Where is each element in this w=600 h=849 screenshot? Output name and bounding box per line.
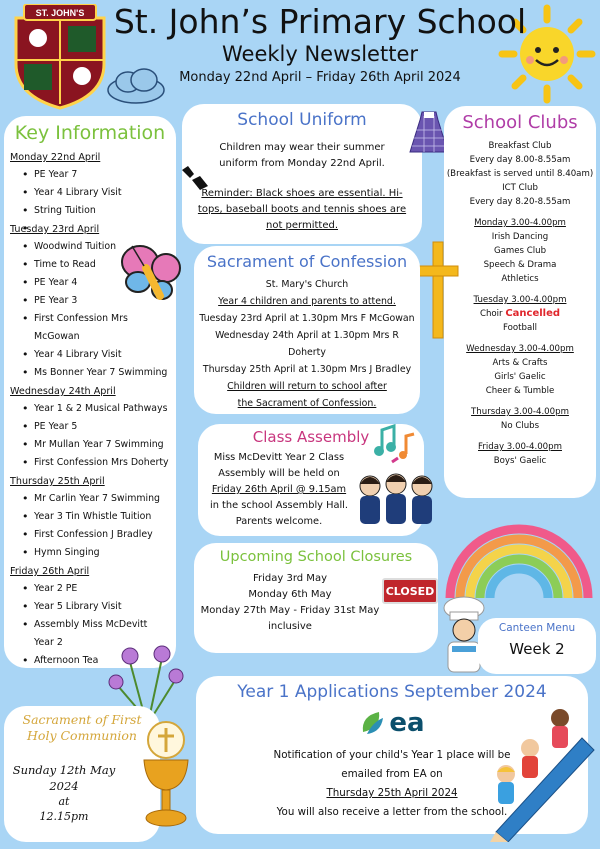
- cross-icon: [416, 240, 460, 340]
- class-assembly-title: Class Assembly: [252, 428, 370, 446]
- list-item: Cheer & Tumble: [485, 386, 555, 396]
- list-item: Girls' Gaelic: [494, 372, 546, 382]
- butterfly-icon: [116, 238, 186, 308]
- school-closures-title: Upcoming School Closures: [219, 549, 413, 565]
- list-item: • PE Year 5: [22, 418, 170, 436]
- list-item: • First Confession Mrs McGowan: [22, 310, 170, 346]
- list-item: • PE Year 4: [22, 274, 170, 292]
- key-day-monday: [10, 152, 170, 220]
- confession-note: Year 4 children and parents to attend.: [218, 296, 396, 307]
- school-clubs-card: [444, 106, 596, 498]
- list-item: • First Confession Mrs Doherty: [22, 454, 170, 472]
- list-item: No Clubs: [500, 421, 540, 431]
- communion-at: at: [58, 795, 70, 808]
- list-item: • Time to Read: [22, 256, 170, 274]
- list-item: • Year 4 Library Visit: [22, 346, 170, 364]
- newsletter-subtitle: Weekly Newsletter: [222, 42, 418, 66]
- list-item: Athletics: [501, 274, 539, 284]
- children-singing-icon: [356, 470, 436, 526]
- list-item: • Afternoon Tea: [22, 652, 170, 670]
- list-item: • Assembly Miss McDevitt Year 2: [22, 616, 170, 652]
- communion-time: 12.15pm: [39, 810, 89, 823]
- communion-title: Sacrament of First Holy Communion: [22, 712, 142, 743]
- canteen-menu-label: Canteen Menu: [498, 622, 576, 634]
- list-item: ICT Club: [502, 183, 538, 193]
- clubs-monday-heading: Monday 3.00-4.00pm: [474, 218, 566, 228]
- confession-session: Tuesday 23rd April at 1.30pm Mrs F McGowan: [199, 313, 415, 324]
- list-item: • Ms Bonner Year 7 Swimming: [22, 364, 170, 382]
- list-item: • Woodwind Tuition: [22, 238, 170, 256]
- day-heading: Tuesday 23rd April: [10, 224, 100, 235]
- day-heading: Wednesday 24th April: [10, 386, 116, 397]
- canteen-menu-card: [478, 618, 596, 674]
- list-item: Football: [502, 323, 538, 333]
- uniform-summer-text: Children may wear their summer uniform from Monday 22nd April.: [219, 142, 385, 169]
- list-item: • String Tuition: [22, 202, 170, 220]
- chalice-host-icon: [132, 718, 198, 836]
- list-item: • Year 1 & 2 Musical Pathways: [22, 400, 170, 418]
- music-notes-icon: [372, 420, 418, 466]
- ea-logo-text: ea: [389, 708, 425, 738]
- year1-applications-title: Year 1 Applications September 2024: [237, 682, 547, 702]
- list-item: • PE Year 3: [22, 292, 170, 310]
- crest-text: ST. JOHN'S: [35, 8, 85, 18]
- year1-notification-text: Notification of your child's Year 1 place will be emailed from EA on: [273, 749, 511, 780]
- list-item: • Hymn Singing: [22, 544, 170, 562]
- list-item: Every day 8.20-8.55am: [469, 197, 571, 207]
- confession-session: Wednesday 24th April at 1.30pm Mrs R Doherty: [215, 330, 399, 358]
- year1-letter-text: You will also receive a letter from the school.: [276, 806, 508, 818]
- assembly-date: Friday 26th April @ 9.15am: [211, 484, 347, 495]
- confession-card: [194, 246, 420, 414]
- clubs-friday-heading: Friday 3.00-4.00pm: [478, 442, 562, 452]
- school-clubs-title: School Clubs: [462, 112, 578, 133]
- school-crest-icon: [10, 4, 110, 112]
- school-uniform-card: [182, 104, 422, 244]
- closed-sign-icon: CLOSED: [382, 578, 438, 604]
- list-item: • Mr Carlin Year 7 Swimming: [22, 490, 170, 508]
- list-item: • Year 2 PE: [22, 580, 170, 598]
- cloud-icon: [104, 62, 168, 106]
- cancelled-badge: Cancelled: [505, 308, 561, 319]
- clubs-tuesday-heading: Tuesday 3.00-4.00pm: [473, 295, 567, 305]
- list-item: • Mr Mullan Year 7 Swimming: [22, 436, 170, 454]
- list-item: Boys' Gaelic: [493, 456, 547, 466]
- confession-session: Thursday 25th April at 1.30pm Mrs J Bradley: [202, 364, 412, 375]
- confession-title: Sacrament of Confession: [206, 252, 408, 271]
- list-item: Games Club: [493, 246, 547, 256]
- ea-leaf-icon: [359, 710, 385, 736]
- closure-date: Friday 3rd May: [253, 573, 327, 584]
- key-day-thursday: [10, 476, 170, 562]
- list-item: Irish Dancing: [491, 232, 549, 242]
- children-on-pencil-icon: [486, 692, 596, 842]
- key-information-title: Key Information: [14, 122, 166, 144]
- list-item: • Year 5 Library Visit: [22, 598, 170, 616]
- school-title: St. John’s Primary School: [113, 2, 527, 41]
- clubs-wednesday-heading: Wednesday 3.00-4.00pm: [466, 344, 574, 354]
- choir-label: Choir: [479, 309, 503, 319]
- communion-date: Sunday 12th May 2024: [12, 763, 116, 793]
- key-day-wednesday: [10, 386, 170, 472]
- key-information-card: [4, 116, 176, 668]
- uniform-reminder-text: Reminder: Black shoes are essential. Hi-tops, baseball boots and tennis shoes are not permitted.: [197, 188, 407, 231]
- rainbow-icon: [442, 508, 596, 600]
- list-item: Speech & Drama: [483, 260, 557, 270]
- list-item: Every day 8.00-8.55am: [469, 155, 571, 165]
- list-item: • First Confession J Bradley: [22, 526, 170, 544]
- assembly-location: in the school Assembly Hall. Parents welcome.: [209, 500, 349, 527]
- list-item: • Year 3 Tin Whistle Tuition: [22, 508, 170, 526]
- school-uniform-title: School Uniform: [237, 110, 367, 130]
- day-heading: Monday 22nd April: [10, 152, 101, 163]
- canteen-menu-week: Week 2: [509, 640, 565, 658]
- list-item: [446, 307, 594, 321]
- day-heading: Friday 26th April: [10, 566, 90, 577]
- year1-date: Thursday 25th April 2024: [326, 787, 458, 799]
- list-item: Breakfast Club: [488, 141, 552, 151]
- clubs-thursday-heading: Thursday 3.00-4.00pm: [471, 407, 569, 417]
- newsletter-date-range: Monday 22nd April – Friday 26th April 2024: [179, 70, 461, 85]
- black-shoes-icon: [178, 160, 212, 194]
- confession-footer: Children will return to school after the Sacrament of Confession.: [227, 381, 387, 409]
- list-item: • PE Year 7: [22, 166, 170, 184]
- assembly-text: Miss McDevitt Year 2 Class Assembly will be held on: [213, 452, 345, 479]
- list-item: • Year 4 Library Visit: [22, 184, 170, 202]
- list-item: (Breakfast is served until 8.40am): [446, 169, 594, 179]
- closure-date: Monday 6th May: [248, 589, 332, 600]
- closure-date: Monday 27th May - Friday 31st May inclusive: [200, 605, 380, 632]
- day-heading: Thursday 25th April: [10, 476, 105, 487]
- confession-church: St. Mary's Church: [265, 279, 349, 290]
- ea-logo: [359, 708, 424, 738]
- list-item: Arts & Crafts: [492, 358, 548, 368]
